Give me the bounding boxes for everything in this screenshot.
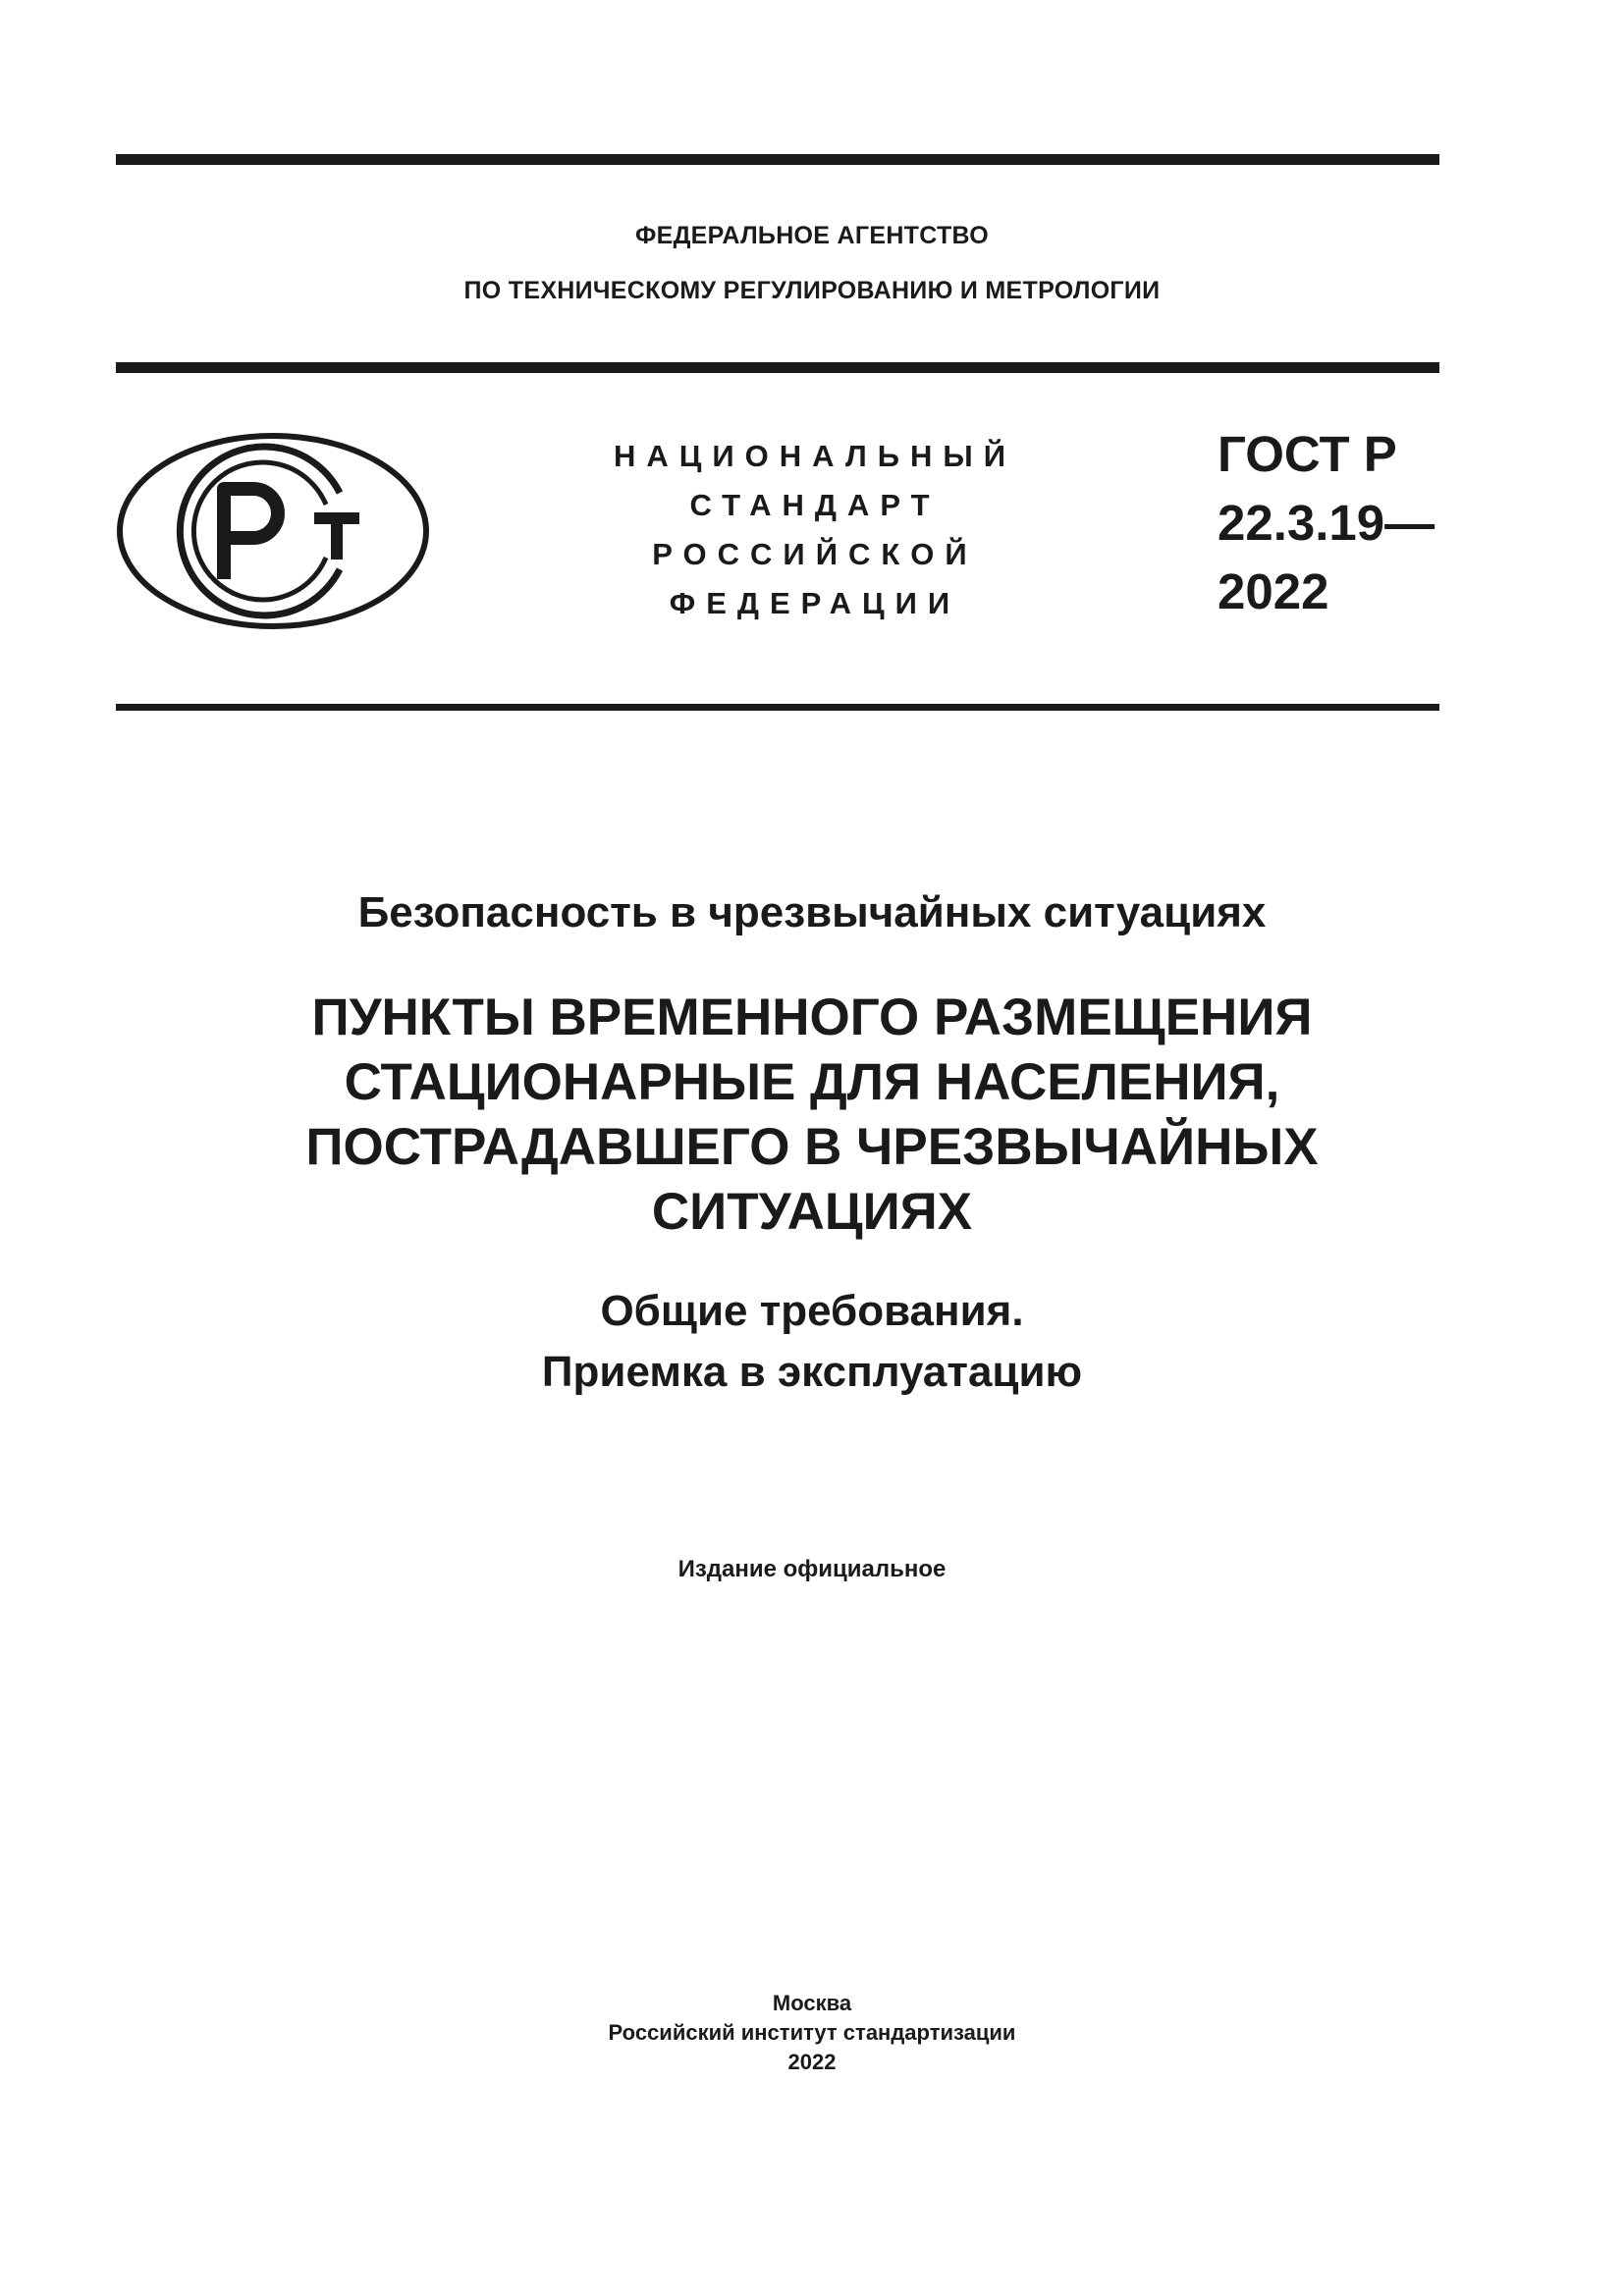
standard-designation <box>1218 420 1453 626</box>
natstd-line: НАЦИОНАЛЬНЫЙ <box>613 439 1017 473</box>
subtitle-line: Общие требования. <box>600 1287 1024 1335</box>
title-line: СИТУАЦИЯХ <box>651 1183 973 1241</box>
agency-line-2: ПО ТЕХНИЧЕСКОМУ РЕГУЛИРОВАНИЮ И МЕТРОЛОГИИ <box>463 277 1161 304</box>
natstd-line: СТАНДАРТ <box>689 488 941 522</box>
imprint-city: Москва <box>772 1991 852 2015</box>
designation-line: ГОСТ Р <box>1218 426 1397 482</box>
designation-line: 22.3.19— <box>1218 495 1435 551</box>
title-line: СТАЦИОНАРНЫЕ ДЛЯ НАСЕЛЕНИЯ, <box>344 1053 1280 1111</box>
natstd-line: РОССИЙСКОЙ <box>652 537 978 571</box>
section-rule <box>116 704 1439 711</box>
series-title: Безопасность в чрезвычайных ситуациях <box>357 888 1267 936</box>
rst-logo-icon <box>116 432 430 630</box>
designation-line: 2022 <box>1218 563 1329 619</box>
header-rule <box>116 362 1439 373</box>
natstd-line: ФЕДЕРАЦИИ <box>669 586 961 620</box>
imprint <box>0 1989 1624 2077</box>
title-line: ПУНКТЫ ВРЕМЕННОГО РАЗМЕЩЕНИЯ <box>311 988 1313 1046</box>
top-rule <box>116 154 1439 165</box>
imprint-year: 2022 <box>787 2050 837 2074</box>
title-line: ПОСТРАДАВШЕГО В ЧРЕЗВЫЧАЙНЫХ <box>305 1118 1319 1176</box>
agency-line-1: ФЕДЕРАЛЬНОЕ АГЕНТСТВО <box>634 222 990 249</box>
document-subtitle <box>0 1281 1624 1403</box>
document-title <box>0 986 1624 1245</box>
national-standard-label <box>569 432 1060 628</box>
edition-note: Издание официальное <box>677 1556 947 1582</box>
imprint-publisher: Российский институт стандартизации <box>608 2020 1016 2045</box>
subtitle-line: Приемка в эксплуатацию <box>541 1348 1083 1396</box>
